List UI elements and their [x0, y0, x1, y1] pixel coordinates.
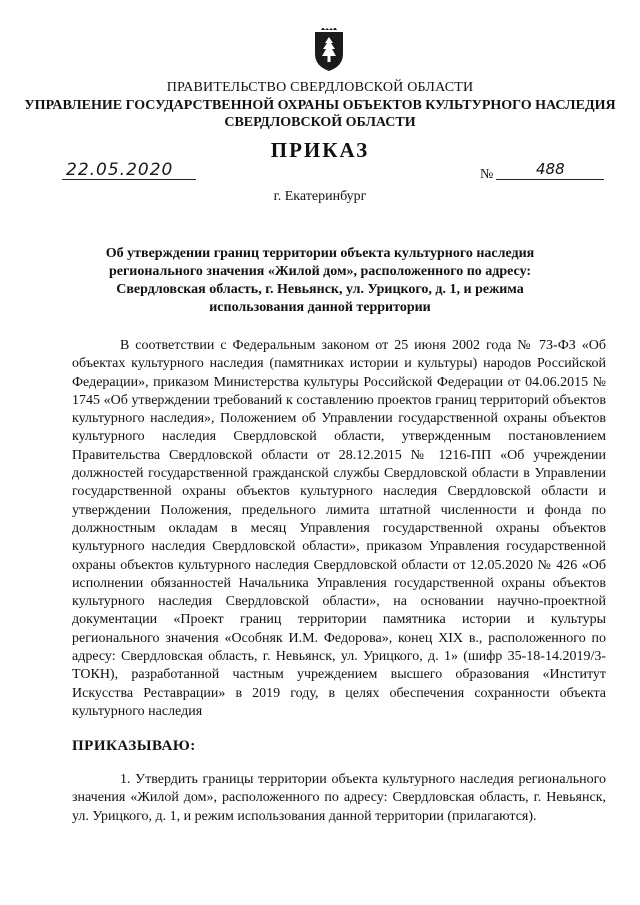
order-date: 22.05.2020	[66, 160, 174, 180]
order-item-1: 1. Утвердить границы территории объекта культурного наследия регионального значения «Жилой дом», расположенного по адресу: Свердловская область, г. Невьянск, ул. Урицкого, д. 1, и режим использования данной территории (прилагаются).	[72, 772, 606, 824]
order-number: 488	[536, 160, 565, 178]
orders-heading: ПРИКАЗЫВАЮ:	[72, 738, 196, 754]
number-underline	[496, 179, 604, 180]
document-type-title: ПРИКАЗ	[270, 138, 370, 162]
department-name-line1: УПРАВЛЕНИЕ ГОСУДАРСТВЕННОЙ ОХРАНЫ ОБЪЕКТОВ КУЛЬТУРНОГО НАСЛЕДИЯ	[24, 98, 616, 113]
order-number-label: №	[480, 167, 494, 182]
order-subject: Об утверждении границ территории объекта культурного наследия регионального значения «Жилой дом», расположенного по адресу: Свердловская область, г. Невьянск, ул. Урицкого, д. 1, и режима использования данной территории	[105, 246, 535, 315]
preamble-paragraph: В соответствии с Федеральным законом от 25 июня 2002 года № 73-ФЗ «Об объектах культурного наследия (памятниках истории и культуры) народов Российской Федерации», приказом Министерства культуры Российской Федерации от 04.06.2015 № 1745 «Об утверждении требований к составлению проектов границ территорий объектов культурного наследия», Положением об Управлении государственной охраны объектов культурного наследия Свердловской области, утвержденным постановлением Правительства Свердловской области от 28.12.2015 № 1216-ПП «Об учреждении должностей государственной гражданской службы Свердловской области в Управлении государственной охраны объектов культурного наследия Свердловской области и утверждении Положения, предельного лимита штатной численности и фонда по должностным окладам в месяц Управления государственной охраны объектов культурного наследия Свердловской области», приказом Управления государственной охраны объектов культурного наследия Свердловской области от 12.05.2020 № 426 «Об исполнении обязанностей Начальника Управления государственной охраны объектов культурного наследия Свердловской области», на основании научно-проектной документации «Проект границ территории памятника истории и культуры регионального значения «Особняк И.М. Федорова», конец XIX в., расположенного по адресу: Свердловская область, г. Невьянск, ул. Урицкого, д. 1» (шифр 35-18-14.2019/3-ТОКН), разработанной частным учреждением высшего образования «Институт Искусства Реставрации» в 2019 году, в целях обеспечения сохранности объекта культурного наследия	[72, 338, 606, 719]
coat-of-arms-icon	[312, 28, 346, 72]
date-underline	[62, 179, 196, 180]
department-name-line2: СВЕРДЛОВСКОЙ ОБЛАСТИ	[224, 115, 416, 130]
government-name: ПРАВИТЕЛЬСТВО СВЕРДЛОВСКОЙ ОБЛАСТИ	[166, 80, 474, 95]
city-name: г. Екатеринбург	[273, 189, 367, 204]
